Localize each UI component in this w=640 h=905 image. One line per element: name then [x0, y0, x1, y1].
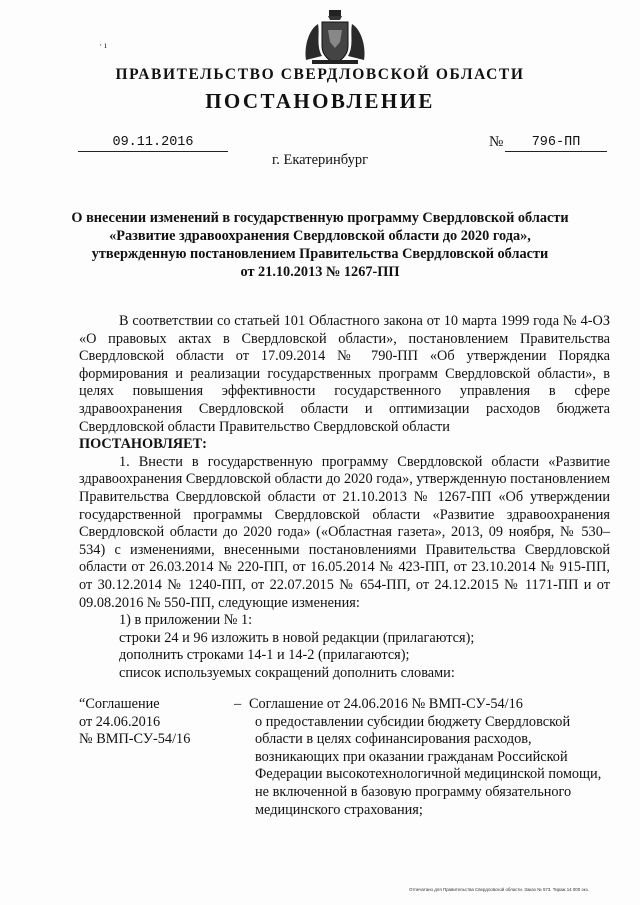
number-sign: № [489, 134, 504, 150]
preamble-paragraph: В соответствии со статьей 101 Областного закона от 10 марта 1999 года № 4-ОЗ «О правовых актах в Свердловской области», постановлением Правительства Свердловской области от 17.09.2014 № 790-ПП «Об утверждении Порядка формирования и реализации государственных программ Свердловской области», в целях повышения эффективности государственного управления в сфере здравоохранения Свердловской области и оптимизации расходов бюджета Свердловской области Правительство Свердловской области [79, 313, 610, 435]
item-1-paragraph: 1. Внести в государственную программу Свердловской области «Развитие здравоохранения Свердловской области до 2020 года», утвержденную постановлением Правительства Свердловской области от 21.10.2013 № 1267-ПП «Об утверждении государственной программы Свердловской области «Развитие здравоохранения Свердловской области до 2020 года» («Областная газета», 2013, 09 ноября, № 530–534) с изменениями, внесенными постановлениями Правительства Свердловской области от 26.03.2014 № 220-ПП, от 16.05.2014 № 423-ПП, от 23.10.2014 № 915-ПП, от 30.12.2014 № 1240-ПП, от 22.07.2015 № 654-ПП, от 24.12.2015 № 1171-ПП и от 09.08.2016 № 550-ПП, следующие изменения: [79, 453, 610, 611]
city: г. Екатеринбург [271, 152, 369, 168]
subitem-1c: список используемых сокращений дополнить словами: [119, 664, 455, 681]
definition-first-line: Соглашение от 24.06.2016 № ВМП-СУ-54/16 [249, 696, 523, 712]
abbreviation-definition [249, 696, 610, 819]
heading-line: от 21.10.2013 № 1267-ПП [240, 264, 400, 280]
government-name: ПРАВИТЕЛЬСТВО СВЕРДЛОВСКОЙ ОБЛАСТИ [115, 66, 525, 83]
heading-line: утвержденную постановлением Правительства Свердловской области [91, 246, 549, 262]
heading-line: «Развитие здравоохранения Свердловской области до 2020 года», [109, 228, 531, 244]
definition-text: о предоставлении субсидии бюджету Свердловской области в целях софинансирования расходов, возникающих при оказании гражданам Российской Федерации высокотехнологичной медицинской помощи, не включенной в базовую программу обязательного медицинского страхования; [255, 713, 602, 818]
term-line: от 24.06.2016 [79, 713, 161, 730]
document-body [79, 313, 610, 682]
document-date: 09.11.2016 [78, 135, 228, 152]
print-footer: Отпечатано для Правительства Свердловской области. Заказ № 573. Тираж 14 000 экз. [409, 887, 589, 892]
subitem-1: 1) в приложении № 1: [119, 612, 253, 629]
subitem-1a: строки 24 и 96 изложить в новой редакции (прилагаются); [119, 629, 475, 646]
resolves-heading: ПОСТАНОВЛЯЕТ: [79, 436, 207, 453]
term-line: № ВМП-СУ-54/16 [79, 731, 191, 748]
document-number: 796-ПП [505, 135, 607, 152]
scan-mark: · ı [99, 40, 107, 50]
abbreviation-dash: – [234, 696, 242, 712]
document-heading [60, 209, 580, 281]
subitem-1b: дополнить строками 14-1 и 14-2 (прилагаются); [119, 647, 410, 664]
document-type: ПОСТАНОВЛЕНИЕ [205, 89, 435, 113]
heading-line: О внесении изменений в государственную программу Свердловской области [71, 210, 569, 226]
coat-of-arms-emblem [300, 8, 370, 66]
term-line: “Соглашение [79, 696, 160, 712]
abbreviation-term [79, 696, 219, 749]
